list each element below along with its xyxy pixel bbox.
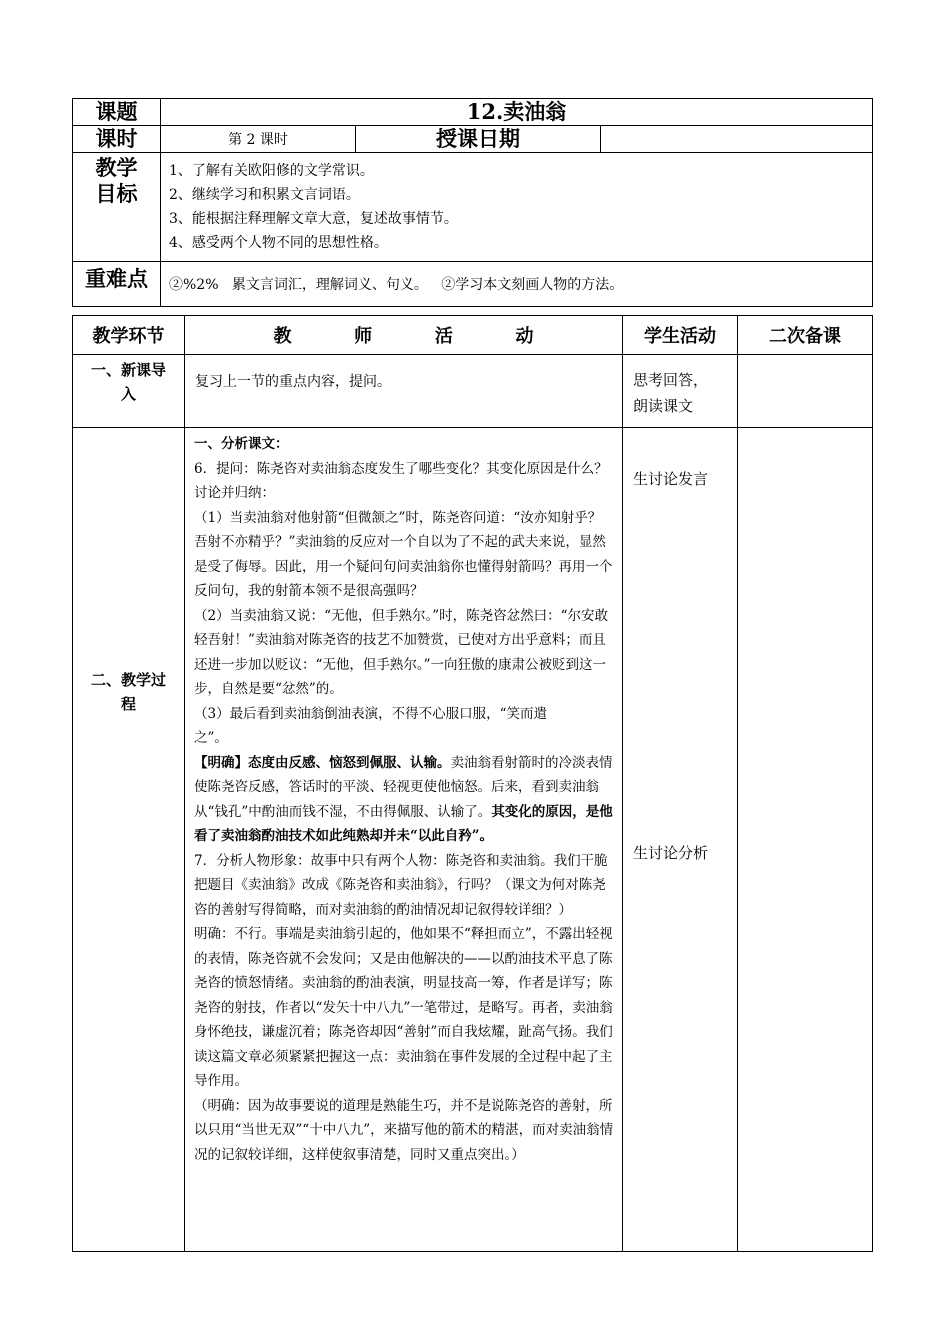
stage-intro-line2: 入 — [120, 385, 136, 403]
question-7: 7．分析人物形象：故事中只有两个人物：陈尧咨和卖油翁。我们干脆把题目《卖油翁》改成《陈尧咨和卖油翁》，行吗？（课文为何对陈尧咨的善射写得简略，而对卖油翁的酌油情况却记叙得较详细？） — [194, 852, 608, 918]
answer-7: 明确：不行。事端是卖油翁引起的，他如果不“释担而立”，不露出轻视的表情，陈尧咨就不会发问；又是由他解决的——以酌油技术平息了陈尧咨的愤怒情绪。卖油翁的酌油表演，明显技高一筹，作者是详写；陈尧咨的射技，作者以“发矢十中八九”一笔带过，是略写。再者，卖油翁身怀绝技，谦虚沉着；陈尧咨却因“善射”而自我炫耀，趾高气扬。我们读这篇文章必须紧紧把握这一点：卖油翁在事件发展的全过程中起了主导作用。 — [194, 926, 613, 1089]
period-label: 课时 — [73, 126, 161, 153]
topic-label: 课题 — [73, 99, 161, 126]
clarification-bold-1: 【明确】态度由反感、恼怒到佩服、认输。 — [194, 754, 451, 771]
student-discuss-speak: 生讨论发言 — [633, 470, 709, 488]
col-header-stage: 教学环节 — [73, 316, 185, 355]
process-teacher-activity — [185, 428, 623, 1252]
lesson-plan — [72, 98, 872, 1252]
section-heading: 一、分析课文： — [194, 436, 289, 452]
goals-label-line2: 目标 — [95, 182, 138, 206]
goals-label-line1: 教学 — [95, 156, 138, 180]
date-value — [601, 126, 873, 153]
intro-student-line2: 朗读课文 — [633, 397, 694, 415]
point-3-line2: 之”。 — [194, 730, 228, 746]
goals-list — [161, 153, 873, 262]
stage-process-line2: 程 — [120, 695, 136, 713]
point-3-line1: （3）最后看到卖油翁倒油表演，不得不心服口服，“笑而遣 — [194, 705, 547, 722]
clarification-text: 卖油翁看射箭时的冷淡表情使陈尧咨反感，答话时的平淡、轻视更使他恼怒。后来，看到卖油翁从“钱孔”中酌油而钱不湿，不由得佩服、认输了。 — [194, 754, 613, 820]
point-2: （2）当卖油翁又说：“无他，但手熟尔。”时，陈尧咨忿然曰：“尔安敢轻吾射！”卖油翁对陈尧咨的技艺不加赞赏，已使对方出乎意料；而且还进一步加以贬议：“无他，但手熟尔。”一向狂傲的康肃公被贬到这一步，自然是要“忿然”的。 — [194, 607, 609, 697]
col-header-notes: 二次备课 — [738, 316, 873, 355]
goal-item: 1、了解有关欧阳修的文学常识。 — [169, 163, 374, 179]
activity-table — [72, 315, 873, 1252]
period-value: 第 2 课时 — [161, 126, 356, 153]
stage-intro — [73, 355, 185, 428]
goal-item: 3、能根据注释理解文章大意，复述故事情节。 — [169, 211, 458, 227]
goal-item: 4、感受两个人物不同的思想性格。 — [169, 235, 388, 251]
discuss-summary: 讨论并归纳： — [194, 485, 275, 501]
header-table — [72, 98, 873, 307]
answer-7-note: （明确：因为故事要说的道理是熟能生巧，并不是说陈尧咨的善射，所以只用“当世无双”“十中八九”，来描写他的箭术的精湛，而对卖油翁情况的记叙较详细，这样使叙事清楚，同时又重点突出。） — [194, 1097, 614, 1163]
clarification-bold-2: 其变化的原因，是他看了卖油翁酌油技术如此纯熟却并未“以此自矜”。 — [194, 803, 613, 844]
clarification — [194, 751, 614, 849]
intro-notes — [738, 355, 873, 428]
point-1: （1）当卖油翁对他射箭“但微颔之”时，陈尧咨问道：“汝亦知射乎？吾射不亦精乎？”卖油翁的反应对一个自以为了不起的武夫来说，显然是受了侮辱。因此，用一个疑问句问卖油翁你也懂得射箭吗？再用一个反问句，我的射箭本领不是很高强吗？ — [194, 509, 613, 599]
process-notes — [738, 428, 873, 1252]
col-header-teacher: 教 师 活 动 — [185, 316, 623, 355]
difficulty-value: ②%2% 累文言词汇，理解词义、句义。 ②学习本文刻画人物的方法。 — [161, 262, 873, 307]
date-label: 授课日期 — [356, 126, 601, 153]
stage-intro-line1: 一、新课导 — [90, 361, 166, 379]
process-student-activity — [623, 428, 738, 1252]
goals-label — [73, 153, 161, 262]
intro-student-line1: 思考回答， — [633, 371, 709, 389]
intro-student-activity — [623, 355, 738, 428]
stage-process-line1: 二、教学过 — [90, 671, 166, 689]
stage-process — [73, 428, 185, 1252]
difficulty-label: 重难点 — [73, 262, 161, 307]
goal-item: 2、继续学习和积累文言词语。 — [169, 187, 360, 203]
question-6: 6．提问：陈尧咨对卖油翁态度发生了哪些变化？其变化原因是什么？ — [194, 460, 608, 477]
student-discuss-analyze: 生讨论分析 — [633, 844, 709, 862]
lesson-title: 12.卖油翁 — [161, 99, 873, 126]
col-header-student: 学生活动 — [623, 316, 738, 355]
intro-teacher-activity: 复习上一节的重点内容，提问。 — [185, 355, 623, 428]
